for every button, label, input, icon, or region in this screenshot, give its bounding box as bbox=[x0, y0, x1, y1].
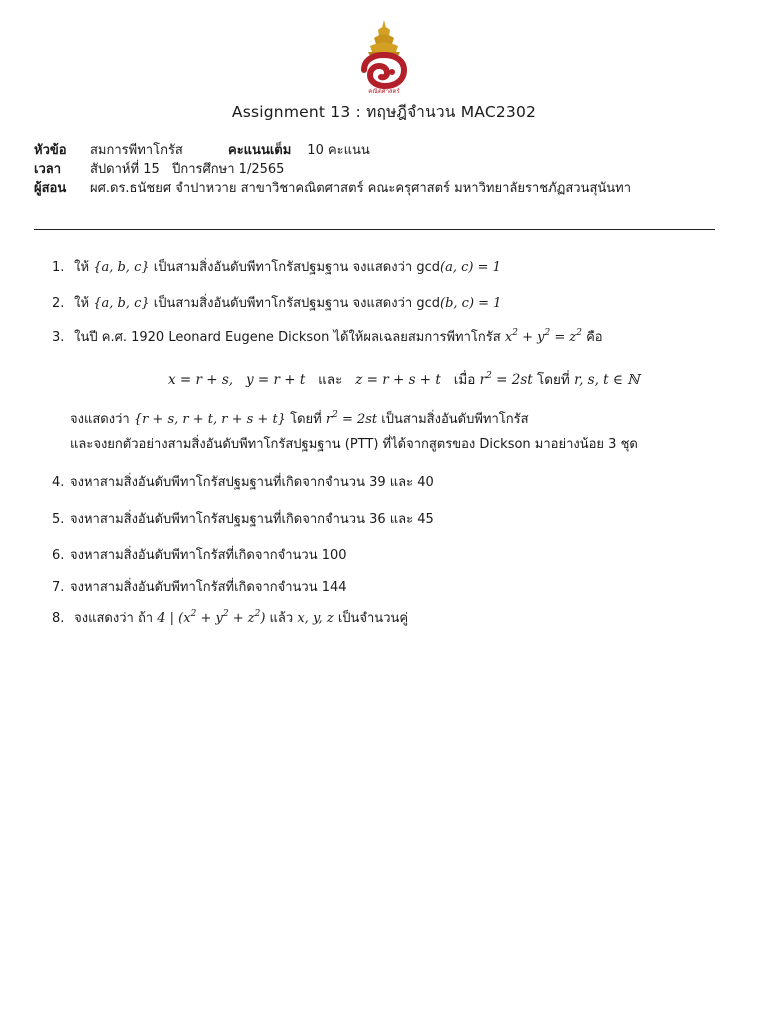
faculty-logo bbox=[356, 18, 412, 96]
instructor-value: ผศ.ดร.ธนัชยศ จำปาหวาย สาขาวิชาคณิตศาสตร์ คณะครุศาสตร์ มหาวิทยาลัยราชภัฏสวนสุนันทา bbox=[90, 181, 632, 196]
problem-number: 2. bbox=[52, 296, 65, 311]
math: {a, b, c} bbox=[93, 260, 150, 275]
dickson-formula: x = r + s, y = r + t และ z = r + s + t เมื่อ $r^2 = 2st$ โดยที่ r, s, t ∈ ℕ bbox=[168, 371, 640, 388]
problem-1 bbox=[52, 256, 501, 277]
problem-6: 6. จงหาสามสิ่งอันดับพีทาโกรัสที่เกิดจากจำนวน 100 bbox=[52, 548, 347, 563]
instructor-label: ผู้สอน bbox=[34, 181, 67, 196]
time-row bbox=[34, 160, 631, 179]
problem-text: ในปี ค.ศ. 1920 Leonard Eugene Dickson ได้ให้ผลเฉลยสมการพีทาโกรัส bbox=[74, 330, 501, 345]
score-label: คะแนนเต็ม bbox=[228, 143, 292, 158]
score-value: 10 คะแนน bbox=[307, 143, 370, 158]
math: $x^2 + y^2 = z^2$ bbox=[504, 328, 582, 345]
problem-number: 3. bbox=[52, 330, 65, 345]
problem-text: ให้ bbox=[74, 260, 90, 275]
problem-text: คือ bbox=[586, 330, 603, 345]
problem-text: เป็นสามสิ่งอันดับพีทาโกรัสปฐมฐาน จงแสดงว่า bbox=[153, 260, 413, 275]
assignment-info bbox=[34, 141, 631, 198]
problem-7: 7. จงหาสามสิ่งอันดับพีทาโกรัสที่เกิดจากจำนวน 144 bbox=[52, 580, 347, 595]
problem-4: 4. จงหาสามสิ่งอันดับพีทาโกรัสปฐมฐานที่เกิดจากจำนวน 39 และ 40 bbox=[52, 475, 434, 490]
topic-label: หัวข้อ bbox=[34, 143, 67, 158]
math: (a, c) = 1 bbox=[440, 260, 501, 275]
problem-5: 5. จงหาสามสิ่งอันดับพีทาโกรัสปฐมฐานที่เกิดจากจำนวน 36 และ 45 bbox=[52, 512, 434, 527]
problem-text: เป็นสามสิ่งอันดับพีทาโกรัสปฐมฐาน จงแสดงว่า bbox=[153, 296, 413, 311]
math: (b, c) = 1 bbox=[440, 296, 502, 311]
instructor-row bbox=[34, 179, 631, 198]
problem-3 bbox=[52, 326, 603, 347]
logo-text: คณิตศาสตร์ bbox=[368, 88, 400, 95]
problem-3-line-2: จงแสดงว่า {r + s, r + t, r + s + t} โดยที่ $r^2 = 2st$ เป็นสามสิ่งอันดับพีทาโกรัส bbox=[70, 410, 529, 427]
topic-row bbox=[34, 141, 631, 160]
math-fn: gcd bbox=[416, 260, 440, 275]
math: {a, b, c} bbox=[93, 296, 150, 311]
problem-2 bbox=[52, 292, 501, 313]
problem-8: 8. จงแสดงว่า ถ้า 4 | $(x^2 + y^2 + z^2)$ แล้ว x, y, z เป็นจำนวนคู่ bbox=[52, 609, 409, 626]
problem-3-line-3: และจงยกตัวอย่างสามสิ่งอันดับพีทาโกรัสปฐมฐาน (PTT) ที่ได้จากสูตรของ Dickson มาอย่างน้อย 3 ชุด bbox=[70, 437, 638, 452]
divider bbox=[34, 229, 715, 230]
problem-text: ให้ bbox=[74, 296, 90, 311]
problem-number: 1. bbox=[52, 260, 65, 275]
assignment-title: Assignment 13 : ทฤษฎีจำนวน MAC2302 bbox=[231, 103, 537, 121]
time-label: เวลา bbox=[34, 162, 62, 177]
math-fn: gcd bbox=[416, 296, 440, 311]
time-value: สัปดาห์ที่ 15 ปีการศึกษา 1/2565 bbox=[90, 162, 285, 177]
topic-value: สมการพีทาโกรัส bbox=[90, 143, 183, 158]
